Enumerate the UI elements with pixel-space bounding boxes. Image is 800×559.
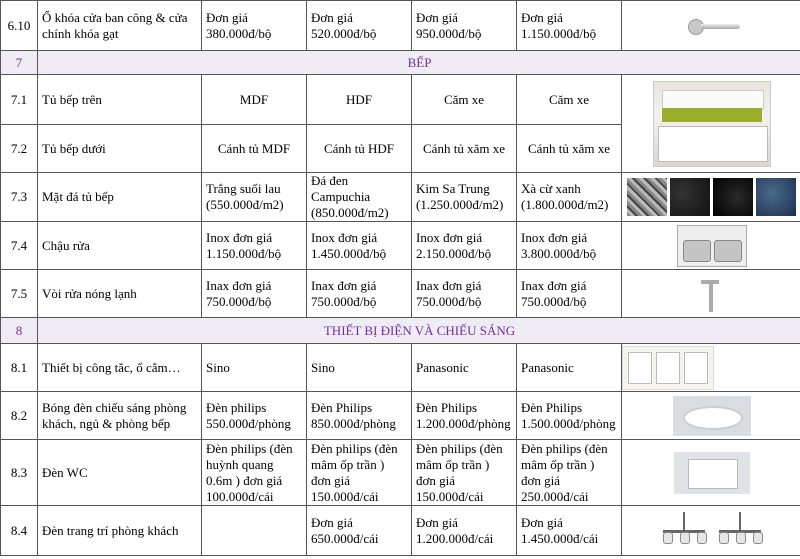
option-3: Panasonic	[412, 344, 517, 392]
option-4: Inox đơn giá 3.800.000đ/bộ	[517, 222, 622, 270]
option-1: Sino	[202, 344, 307, 392]
item-name: Đèn WC	[38, 440, 202, 506]
option-1: Đơn giá 380.000đ/bộ	[202, 1, 307, 51]
option-2: Đèn Philips 850.000đ/phòng	[307, 392, 412, 440]
option-2: Đá đen Campuchia (850.000đ/m2)	[307, 173, 412, 222]
option-4: Panasonic	[517, 344, 622, 392]
option-3: Cánh tủ xăm xe	[412, 125, 517, 173]
option-1	[202, 506, 307, 556]
option-2: Đơn giá 650.000đ/cái	[307, 506, 412, 556]
ceiling-light-image	[622, 392, 800, 440]
row-number: 6.10	[1, 1, 38, 51]
option-3: Đơn giá 950.000đ/bộ	[412, 1, 517, 51]
table-row	[1, 75, 800, 125]
item-name: Tủ bếp trên	[38, 75, 202, 125]
section-title: BẾP	[38, 51, 800, 75]
option-3: Đơn giá 1.200.000đ/cái	[412, 506, 517, 556]
chandelier-image	[622, 506, 800, 556]
option-2: Cánh tủ HDF	[307, 125, 412, 173]
row-number: 8.1	[1, 344, 38, 392]
row-number: 7.2	[1, 125, 38, 173]
kitchen-cabinet-image	[622, 75, 800, 173]
option-3: Căm xe	[412, 75, 517, 125]
door-lock-image	[622, 1, 800, 51]
square-light-image	[622, 440, 800, 506]
option-4: Xà cừ xanh (1.800.000đ/m2)	[517, 173, 622, 222]
table-row	[1, 222, 800, 270]
table-row	[1, 440, 800, 506]
row-number: 7.3	[1, 173, 38, 222]
faucet-image	[622, 270, 800, 318]
option-3: Đèn Philips 1.200.000đ/phòng	[412, 392, 517, 440]
section-number: 8	[1, 318, 38, 344]
row-number: 7.5	[1, 270, 38, 318]
switch-socket-image	[622, 344, 800, 392]
option-1: Đèn philips (đèn huỳnh quang 0.6m ) đơn giá 100.000đ/cái	[202, 440, 307, 506]
row-number: 8.3	[1, 440, 38, 506]
option-4: Đơn giá 1.450.000đ/cái	[517, 506, 622, 556]
option-4: Cánh tủ xăm xe	[517, 125, 622, 173]
option-1: Cánh tủ MDF	[202, 125, 307, 173]
option-2: Đơn giá 520.000đ/bộ	[307, 1, 412, 51]
row-number: 8.4	[1, 506, 38, 556]
option-1: Trắng suối lau (550.000đ/m2)	[202, 173, 307, 222]
row-number: 8.2	[1, 392, 38, 440]
option-4: Đèn Philips 1.500.000đ/phòng	[517, 392, 622, 440]
section-row	[1, 318, 800, 344]
row-number: 7.1	[1, 75, 38, 125]
option-4: Đèn philips (đèn mâm ốp trần ) đơn giá 250.000đ/cái	[517, 440, 622, 506]
table-row	[1, 1, 800, 51]
option-1: Đèn philips 550.000đ/phòng	[202, 392, 307, 440]
option-3: Kim Sa Trung (1.250.000đ/m2)	[412, 173, 517, 222]
item-name: Mặt đá tủ bếp	[38, 173, 202, 222]
option-1: Inax đơn giá 750.000đ/bộ	[202, 270, 307, 318]
option-2: Đèn philips (đèn mâm ốp trần ) đơn giá 150.000đ/cái	[307, 440, 412, 506]
table-row	[1, 173, 800, 222]
item-name: Đèn trang trí phòng khách	[38, 506, 202, 556]
granite-samples-image	[622, 173, 800, 222]
option-3: Inax đơn giá 750.000đ/bộ	[412, 270, 517, 318]
option-4: Căm xe	[517, 75, 622, 125]
table-row	[1, 506, 800, 556]
option-2: Inax đơn giá 750.000đ/bộ	[307, 270, 412, 318]
option-1: Inox đơn giá 1.150.000đ/bộ	[202, 222, 307, 270]
option-2: HDF	[307, 75, 412, 125]
option-4: Inax đơn giá 750.000đ/bộ	[517, 270, 622, 318]
section-row	[1, 51, 800, 75]
section-number: 7	[1, 51, 38, 75]
sink-image	[622, 222, 800, 270]
item-name: Ổ khóa cửa ban công & cửa chính khóa gạt	[38, 1, 202, 51]
item-name: Tủ bếp dưới	[38, 125, 202, 173]
option-3: Inox đơn giá 2.150.000đ/bộ	[412, 222, 517, 270]
table-row	[1, 344, 800, 392]
row-number: 7.4	[1, 222, 38, 270]
option-2: Inox đơn giá 1.450.000đ/bộ	[307, 222, 412, 270]
item-name: Chậu rửa	[38, 222, 202, 270]
option-3: Đèn philips (đèn mâm ốp trần ) đơn giá 150.000đ/cái	[412, 440, 517, 506]
option-4: Đơn giá 1.150.000đ/bộ	[517, 1, 622, 51]
option-2: Sino	[307, 344, 412, 392]
item-name: Vòi rửa nóng lạnh	[38, 270, 202, 318]
item-name: Bóng đèn chiếu sáng phòng khách, ngủ & phòng bếp	[38, 392, 202, 440]
section-title: THIẾT BỊ ĐIỆN VÀ CHIẾU SÁNG	[38, 318, 800, 344]
item-name: Thiết bị công tắc, ổ cắm…	[38, 344, 202, 392]
table-row	[1, 270, 800, 318]
option-1: MDF	[202, 75, 307, 125]
table-row	[1, 392, 800, 440]
